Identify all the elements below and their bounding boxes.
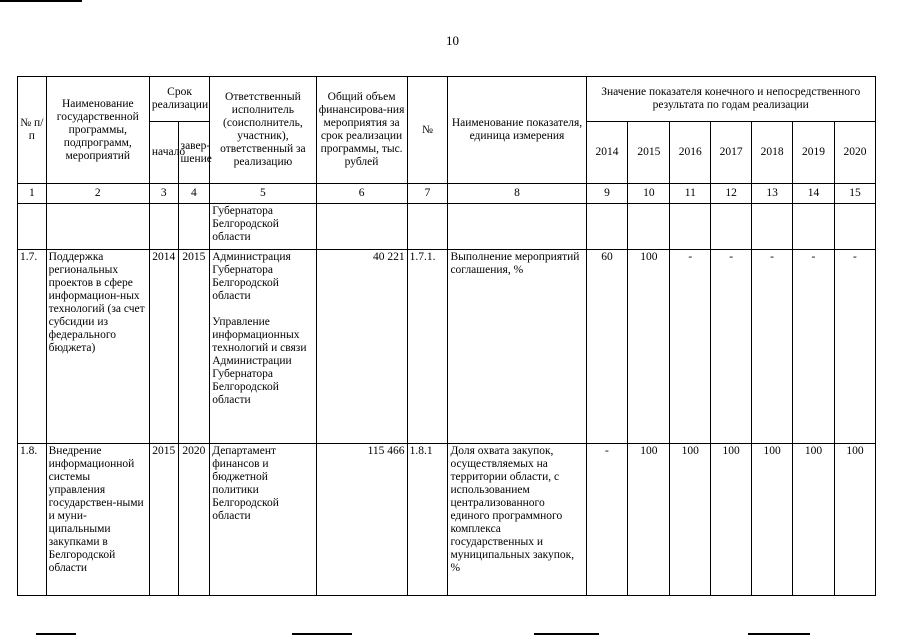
row-indicator: Доля охвата закупок, осуществляемых на территории области, с использованием централизованного единого программного комплекса государственных и муниципальных закупок, % <box>448 444 586 596</box>
header-number: № п/п <box>18 77 47 184</box>
column-index: 3 <box>149 184 178 204</box>
row-value: 100 <box>752 444 793 596</box>
row-funding: 115 466 <box>316 444 407 596</box>
row-value: 100 <box>793 444 835 596</box>
row-end <box>178 204 210 250</box>
row-executor-primary: Администрация Губернатора Белгородской области <box>212 251 291 302</box>
column-index: 11 <box>670 184 711 204</box>
row-value: 100 <box>834 444 875 596</box>
row-value: - <box>711 250 752 444</box>
row-value: - <box>793 250 835 444</box>
row-number: 1.7. <box>18 250 47 444</box>
row-funding: 40 221 <box>316 250 407 444</box>
table-row <box>18 444 876 596</box>
row-executor <box>210 250 316 444</box>
table-row <box>18 204 876 250</box>
table-row <box>18 250 876 444</box>
row-indicator-number <box>407 204 448 250</box>
row-value: - <box>586 444 628 596</box>
column-index: 4 <box>178 184 210 204</box>
row-value: 100 <box>628 250 670 444</box>
header-end: завер-шение <box>178 122 210 184</box>
row-value <box>793 204 835 250</box>
row-start: 2014 <box>149 250 178 444</box>
header-year: 2018 <box>752 122 793 184</box>
page-number: 10 <box>446 33 459 48</box>
row-number <box>18 204 47 250</box>
column-index: 6 <box>316 184 407 204</box>
row-name <box>46 204 149 250</box>
bottom-edge-mark <box>534 633 599 635</box>
bottom-edge-mark <box>748 633 810 635</box>
row-funding <box>316 204 407 250</box>
header-year: 2020 <box>834 122 875 184</box>
row-name: Внедрение информационной системы управления государствен-ными и муни-ципальными закупками в Белгородской области <box>46 444 149 596</box>
row-start <box>149 204 178 250</box>
row-name: Поддержка региональных проектов в сфере информацион-ных технологий (за счет субсидии из федерального бюджета) <box>46 250 149 444</box>
header-values: Значение показателя конечного и непосредственного результата по годам реализации <box>586 77 876 122</box>
row-indicator-number: 1.7.1. <box>407 250 448 444</box>
row-indicator: Выполнение мероприятий соглашения, % <box>448 250 586 444</box>
row-number: 1.8. <box>18 444 47 596</box>
column-index: 7 <box>407 184 448 204</box>
header-indicator-name: Наименование показателя, единица измерения <box>448 77 586 184</box>
column-index-row <box>18 184 876 204</box>
header-year: 2019 <box>793 122 835 184</box>
column-index: 12 <box>711 184 752 204</box>
row-value: - <box>670 250 711 444</box>
row-value <box>834 204 875 250</box>
row-executor: Губернатора Белгородской области <box>210 204 316 250</box>
header-year: 2014 <box>586 122 628 184</box>
column-index: 9 <box>586 184 628 204</box>
header-start: начало <box>149 122 178 184</box>
top-edge-mark <box>0 0 82 2</box>
header-row-1 <box>18 77 876 122</box>
row-indicator <box>448 204 586 250</box>
header-year: 2017 <box>711 122 752 184</box>
column-index: 5 <box>210 184 316 204</box>
row-end: 2015 <box>178 250 210 444</box>
column-index: 8 <box>448 184 586 204</box>
header-funding: Общий объем финансирова-ния мероприятия за срок реализации программы, тыс. рублей <box>316 77 407 184</box>
row-value: 100 <box>628 444 670 596</box>
column-index: 10 <box>628 184 670 204</box>
row-value <box>586 204 628 250</box>
row-value: 60 <box>586 250 628 444</box>
header-year: 2016 <box>670 122 711 184</box>
header-executor: Ответственный исполнитель (соисполнитель, участник), ответственный за реализацию <box>210 77 316 184</box>
row-start: 2015 <box>149 444 178 596</box>
header-program-name: Наименование государственной программы, подпрограмм, мероприятий <box>46 77 149 184</box>
bottom-edge-mark <box>292 633 352 635</box>
row-value <box>752 204 793 250</box>
column-index: 14 <box>793 184 835 204</box>
row-value: 100 <box>670 444 711 596</box>
row-value: - <box>752 250 793 444</box>
row-value <box>670 204 711 250</box>
header-indicator-number: № <box>407 77 448 184</box>
row-value: - <box>834 250 875 444</box>
row-value: 100 <box>711 444 752 596</box>
row-executor-secondary: Управление информационных технологий и связи Администрации Губернатора Белгородской области <box>212 316 307 406</box>
column-index: 13 <box>752 184 793 204</box>
header-period: Срок реализации <box>149 77 209 122</box>
column-index: 15 <box>834 184 875 204</box>
column-index: 1 <box>18 184 47 204</box>
row-executor: Департамент финансов и бюджетной политики Белгородской области <box>210 444 316 596</box>
program-table <box>17 76 876 596</box>
row-value <box>711 204 752 250</box>
row-value <box>628 204 670 250</box>
row-indicator-number: 1.8.1 <box>407 444 448 596</box>
row-end: 2020 <box>178 444 210 596</box>
header-year: 2015 <box>628 122 670 184</box>
bottom-edge-mark <box>36 633 76 635</box>
column-index: 2 <box>46 184 149 204</box>
